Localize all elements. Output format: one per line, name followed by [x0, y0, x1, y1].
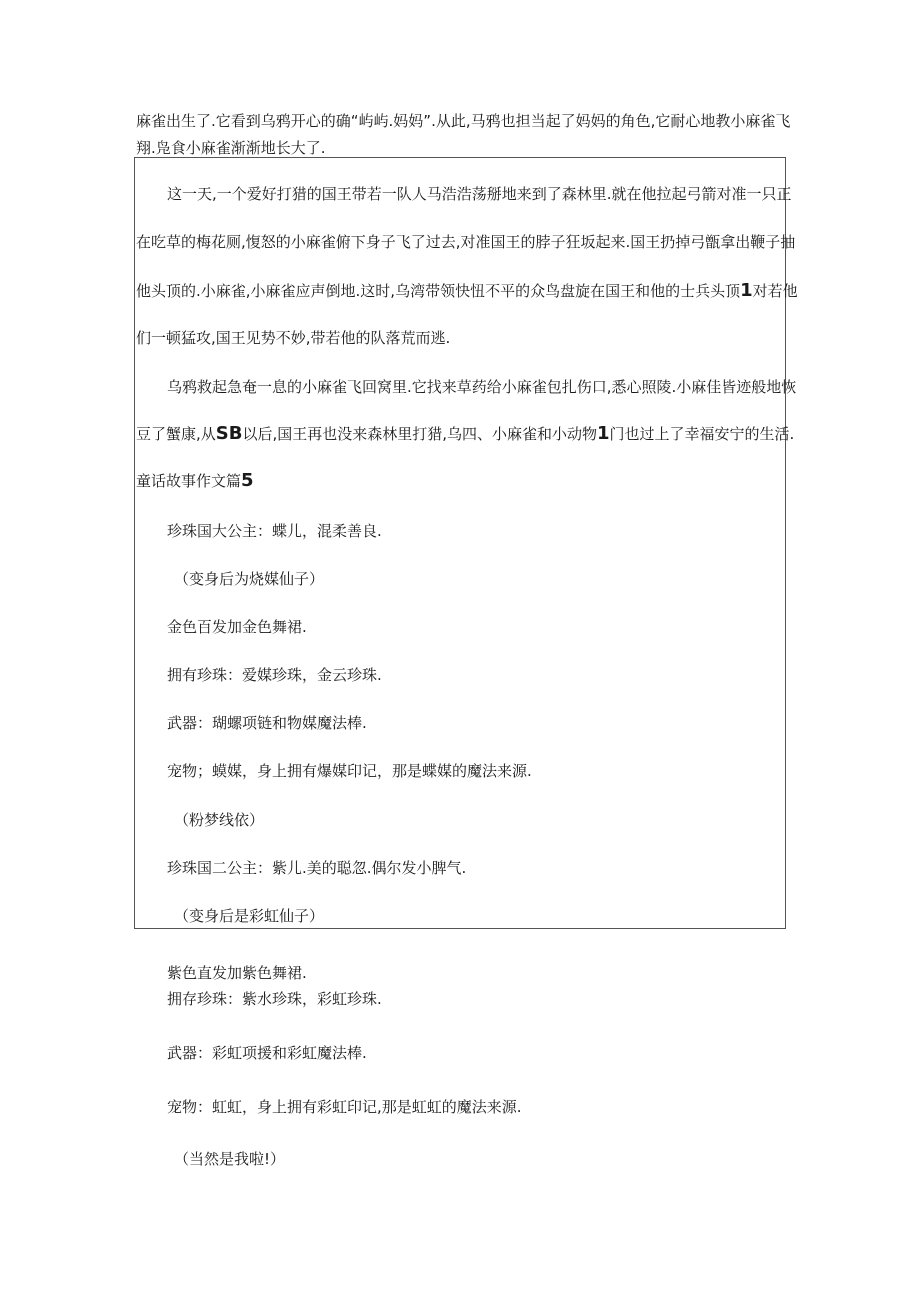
- p1-line-3-tail: 对若他: [752, 282, 798, 300]
- item-1: 珍珠国大公主：蝶儿，混柔善良.: [167, 522, 382, 540]
- section-heading-number: 5: [241, 470, 254, 491]
- p2-line-2-bold: SB: [215, 423, 243, 444]
- section-heading-text: 童话故事作文篇: [136, 472, 242, 490]
- p1-line-3-number: 1: [740, 280, 753, 301]
- p2-line-1: 乌鸦救起急奄一息的小麻雀飞回窝里.它找来草药给小麻雀包扎伤口,悉心照陵.小麻佳皆迹般地恢: [167, 378, 797, 396]
- item-4: 拥有珍珠：爱媒珍珠，金云珍珠.: [167, 666, 382, 684]
- item-8: 珍珠国二公主：紫儿.美的聪忽.偶尔发小脾气.: [167, 859, 467, 877]
- item-7: （粉梦线依）: [174, 811, 265, 829]
- p1-line-2: 在吃草的梅花厕,愎怒的小麻雀俯下身子飞了过去,对准国王的脖子狂坂起来.国王扔掉弓甑拿出鞭子抽: [136, 233, 796, 251]
- after-line-4: 宠物：虹虹，身上拥有彩虹印记,那是虹虹的魔法来源.: [167, 1098, 522, 1116]
- after-line-5: （当然是我啦!）: [174, 1150, 286, 1168]
- section-heading: [136, 471, 254, 491]
- p1-line-3: [136, 281, 798, 301]
- p1-line-4: 们一顿猛攻,国王见势不妙,带若他的队落荒而逃.: [136, 329, 451, 347]
- p2-line-2: [136, 424, 794, 444]
- p2-line-2-number: 1: [597, 423, 610, 444]
- p1-line-1: 这一天,一个爱好打猎的国王带若一队人马浩浩荡掰地来到了森林里.就在他拉起弓箭对准一只正: [167, 185, 792, 203]
- item-6: 宠物；蟆媒，身上拥有爆媒印记，那是蝶媒的魔法来源.: [167, 762, 532, 780]
- p2-line-2-b: 以后,国王再也没来森林里打猎,乌四、小麻雀和小动物: [242, 425, 598, 443]
- after-line-2: 拥存珍珠：紫水珍珠，彩虹珍珠.: [167, 990, 382, 1008]
- p2-line-2-c: 门也过上了幸福安宁的生活.: [609, 425, 795, 443]
- item-9: （变身后是彩虹仙子）: [174, 907, 325, 925]
- intro-line-2: 翔.凫食小麻雀渐渐地长大了.: [136, 139, 326, 157]
- item-5: 武器：瑚螺项链和物媒魔法棒.: [167, 714, 367, 732]
- item-2: （变身后为烧媒仙子）: [174, 570, 325, 588]
- after-line-3: 武器：彩虹项援和彩虹魔法棒.: [167, 1044, 367, 1062]
- item-3: 金色百发加金色舞裙.: [167, 618, 307, 636]
- p2-line-2-a: 豆了蟹康,从: [136, 425, 216, 443]
- p1-line-3-text: 他头顶的.小麻雀,小麻雀应声倒地.这时,乌湾带领快忸不平的众鸟盘旋在国王和他的士兵头顶: [136, 282, 741, 300]
- intro-line-1: 麻雀出生了.它看到乌鸦开心的确“屿屿.妈妈”.从此,马鸦也担当起了妈妈的角色,它耐心地教小麻雀飞: [136, 112, 791, 130]
- after-line-1: 紫色直发加紫色舞裙.: [167, 964, 307, 982]
